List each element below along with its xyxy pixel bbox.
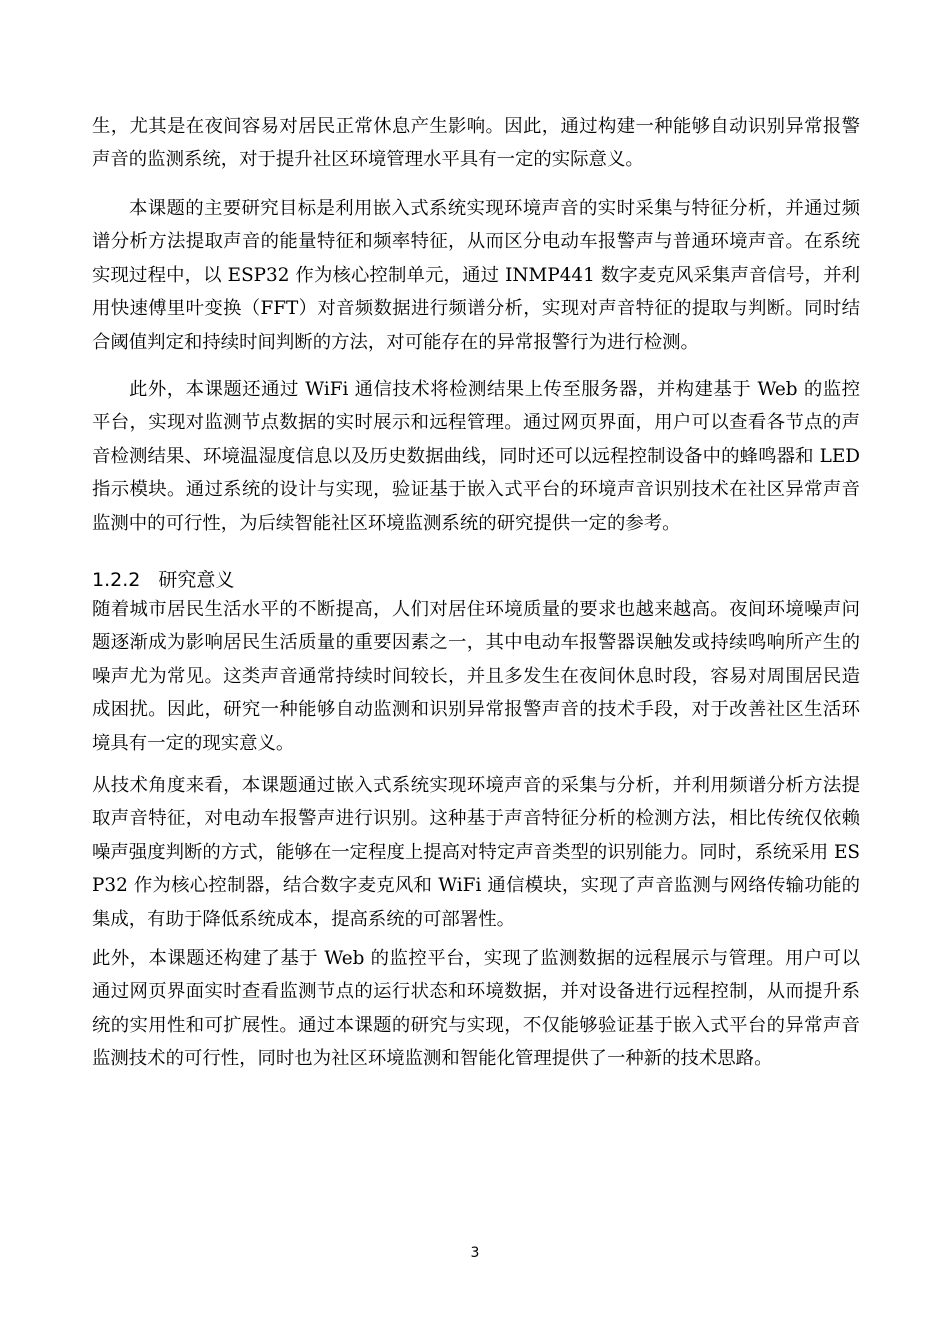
paragraph-significance-platform: 此外，本课题还构建了基于 Web 的监控平台，实现了监测数据的远程展示与管理。用户可以通过网页界面实时查看监测节点的运行状态和环境数据，并对设备进行远程控制，从而提升系统的实用性和可扩展性。通过本课题的研究与实现，不仅能够验证基于嵌入式平台的异常声音监测技术的可行性，同时也为社区环境监测和智能化管理提供了一种新的技术思路。	[92, 948, 860, 1070]
paragraph-research-goal: 本课题的主要研究目标是利用嵌入式系统实现环境声音的实时采集与特征分析，并通过频谱分析方法提取声音的能量特征和频率特征，从而区分电动车报警声与普通环境声音。在系统实现过程中，以 ESP32 作为核心控制单元，通过 INMP441 数字麦克风采集声音信号，并利用快速傅里叶变换（FFT）对音频数据进行频谱分析，实现对声音特征的提取与判断。同时结合阈值判定和持续时间判断的方法，对可能存在的异常报警行为进行检测。	[92, 198, 860, 353]
page-number: 3	[470, 1245, 480, 1261]
section-title: 研究意义	[158, 569, 235, 591]
section-heading	[92, 567, 234, 593]
paragraph-web-platform: 此外，本课题还通过 WiFi 通信技术将检测结果上传至服务器，并构建基于 Web 的监控平台，实现对监测节点数据的实时展示和远程管理。通过网页界面，用户可以查看各节点的声音检测结果、环境温湿度信息以及历史数据曲线，同时还可以远程控制设备中的蜂鸣器和 LED 指示模块。通过系统的设计与实现，验证基于嵌入式平台的环境声音识别技术在社区异常声音监测中的可行性，为后续智能社区环境监测系统的研究提供一定的参考。	[92, 379, 860, 534]
section-number: 1.2.2	[92, 569, 141, 591]
paragraph-significance-technical: 从技术角度来看，本课题通过嵌入式系统实现环境声音的采集与分析，并利用频谱分析方法提取声音特征，对电动车报警声进行识别。这种基于声音特征分析的检测方法，相比传统仅依赖噪声强度判断的方式，能够在一定程度上提高对特定声音类型的识别能力。同时，系统采用 ESP32 作为核心控制器，结合数字麦克风和 WiFi 通信模块，实现了声音监测与网络传输功能的集成，有助于降低系统成本，提高系统的可部署性。	[92, 775, 860, 930]
paragraph-significance-background: 随着城市居民生活水平的不断提高，人们对居住环境质量的要求也越来越高。夜间环境噪声问题逐渐成为影响居民生活质量的重要因素之一，其中电动车报警器误触发或持续鸣响所产生的噪声尤为常见。这类声音通常持续时间较长，并且多发生在夜间休息时段，容易对周围居民造成困扰。因此，研究一种能够自动监测和识别异常报警声音的技术手段，对于改善社区生活环境具有一定的现实意义。	[92, 599, 860, 754]
paragraph-continued: 生，尤其是在夜间容易对居民正常休息产生影响。因此，通过构建一种能够自动识别异常报警声音的监测系统，对于提升社区环境管理水平具有一定的实际意义。	[92, 116, 860, 171]
